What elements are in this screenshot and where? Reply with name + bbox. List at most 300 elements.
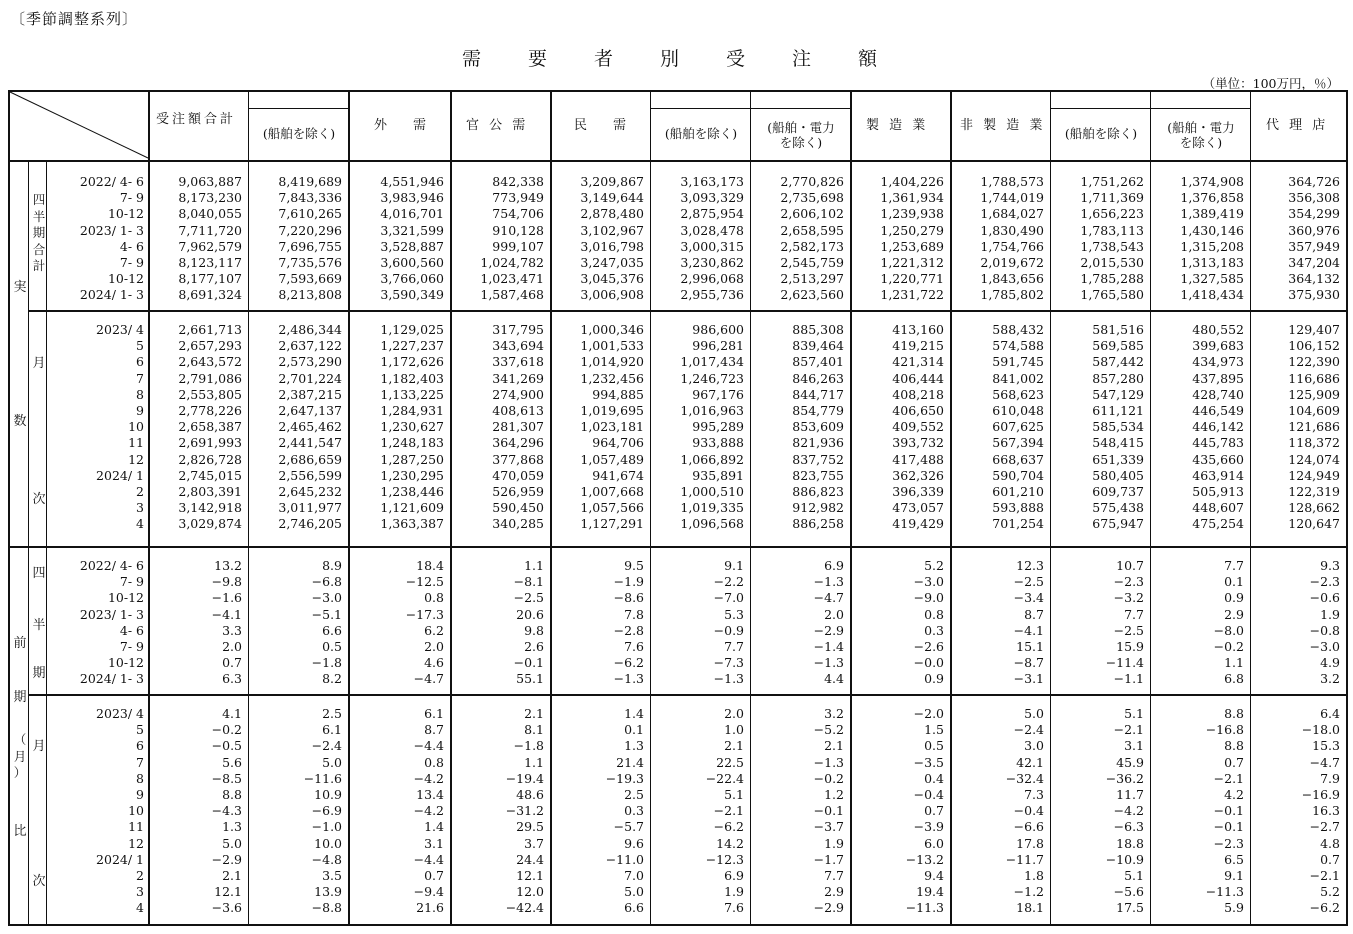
table-cell: 5.0 (624, 884, 644, 900)
table-cell: 5.0 (222, 835, 242, 851)
table-cell: 3,006,908 (580, 287, 644, 303)
table-cell: 1,284,931 (380, 403, 444, 418)
table-cell: −6.6 (1013, 819, 1044, 835)
table-cell: 585,534 (1092, 419, 1144, 435)
table-cell: −3.0 (1309, 639, 1340, 654)
table-cell: 4,551,946 (380, 174, 444, 189)
table-cell: 2,387,215 (278, 386, 342, 402)
label-change-3: （ 月 ） (13, 732, 27, 780)
table-cell: 13.4 (416, 787, 444, 802)
table-cell: 0.1 (1224, 574, 1244, 590)
table-cell: −4.8 (311, 851, 342, 867)
table-cell: 18.1 (1016, 900, 1044, 916)
table-cell: 434,973 (1192, 354, 1244, 370)
table-cell: 17.5 (1116, 900, 1144, 916)
table-cell: 8.9 (322, 558, 342, 573)
table-cell: 118,372 (1288, 435, 1340, 451)
table-cell: −6.9 (311, 803, 342, 819)
table-cell: 6.6 (322, 622, 342, 638)
table-cell: 2,645,232 (278, 484, 342, 499)
table-cell: 0.8 (424, 590, 444, 606)
table-cell: 885,308 (792, 322, 844, 337)
table-cell: −1.3 (813, 754, 844, 770)
table-cell: 5.0 (322, 754, 342, 770)
table-cell: 3,045,376 (580, 271, 644, 287)
table-cell: 9.5 (624, 558, 644, 573)
row-label: 9 (136, 403, 144, 418)
table-cell: 445,783 (1192, 435, 1244, 451)
label-divider (28, 160, 29, 924)
table-cell: 999,107 (492, 238, 544, 254)
table-cell: 1,418,434 (1180, 287, 1244, 303)
table-cell: 1,374,908 (1180, 174, 1244, 189)
table-cell: 609,737 (1092, 484, 1144, 499)
table-cell: 1,738,543 (1080, 238, 1144, 254)
table-cell: 1,711,369 (1080, 190, 1144, 206)
table-cell: 375,930 (1288, 287, 1340, 303)
table-cell: −1.8 (513, 738, 544, 754)
orders-table (8, 90, 1348, 926)
table-cell: −0.1 (513, 655, 544, 671)
table-cell: 1,001,533 (580, 338, 644, 354)
table-cell: 1,587,468 (480, 287, 544, 303)
table-cell: 128,662 (1288, 500, 1340, 516)
table-cell: −12.5 (405, 574, 444, 590)
table-cell: −2.1 (1113, 722, 1144, 738)
table-cell: −2.1 (713, 803, 744, 819)
table-cell: 1.2 (824, 787, 844, 802)
table-cell: 0.7 (1224, 754, 1244, 770)
table-cell: 1.1 (1224, 655, 1244, 671)
table-cell: 3.3 (222, 622, 242, 638)
table-cell: 2.0 (222, 639, 242, 654)
table-cell: 2,955,736 (680, 287, 744, 303)
table-cell: 2.1 (524, 706, 544, 721)
table-cell: 7.8 (624, 606, 644, 622)
table-cell: 0.7 (1320, 851, 1340, 867)
table-cell: 1.9 (1320, 606, 1340, 622)
table-cell: 1.5 (924, 722, 944, 738)
table-cell: 591,745 (992, 354, 1044, 370)
table-cell: 406,650 (892, 403, 944, 418)
table-cell: 5.3 (724, 606, 744, 622)
table-cell: 1,239,938 (880, 206, 944, 222)
table-cell: 7,843,336 (278, 190, 342, 206)
table-cell: 2.9 (1224, 606, 1244, 622)
table-cell: −3.7 (813, 819, 844, 835)
table-cell: 1.4 (424, 819, 444, 835)
table-cell: 912,982 (792, 500, 844, 516)
table-cell: 6.9 (724, 868, 744, 883)
table-cell: 2,735,698 (780, 190, 844, 206)
table-cell: 935,891 (692, 467, 744, 483)
table-cell: 14.2 (716, 835, 744, 851)
label-change-4: 比 (13, 824, 27, 839)
table-cell: 2.5 (322, 706, 342, 721)
row-label: 3 (136, 500, 144, 516)
table-cell: −11.3 (905, 900, 944, 916)
row-label: 6 (136, 354, 144, 370)
table-cell: 2.0 (724, 706, 744, 721)
table-cell: 42.1 (1016, 754, 1044, 770)
table-cell: 8,177,107 (178, 271, 242, 287)
table-cell: −1.9 (613, 574, 644, 590)
table-cell: 2.0 (424, 639, 444, 654)
table-cell: 24.4 (516, 851, 544, 867)
table-cell: −2.5 (1013, 574, 1044, 590)
header-manufacturing: 製 造 業 (866, 118, 929, 133)
table-cell: 8,173,230 (178, 190, 242, 206)
table-cell: 886,258 (792, 516, 844, 532)
table-cell: 448,607 (1192, 500, 1244, 516)
table-cell: 3.2 (824, 706, 844, 721)
table-cell: 1,754,766 (980, 238, 1044, 254)
table-cell: 393,732 (892, 435, 944, 451)
table-cell: 1,238,446 (380, 484, 444, 499)
table-cell: 3,230,862 (680, 255, 744, 270)
table-cell: −1.1 (1113, 671, 1144, 687)
table-cell: 1,127,291 (580, 516, 644, 532)
table-cell: 22.5 (716, 754, 744, 770)
table-cell: −0.6 (1309, 590, 1340, 606)
table-cell: 13.2 (214, 558, 242, 573)
table-cell: 0.5 (322, 639, 342, 654)
table-cell: −4.4 (413, 851, 444, 867)
table-cell: 2,661,713 (178, 322, 242, 337)
table-cell: 2,643,572 (178, 354, 242, 370)
column-divider (1050, 92, 1051, 924)
table-cell: 567,394 (992, 435, 1044, 451)
table-cell: 1.8 (1024, 868, 1044, 883)
table-cell: −2.0 (913, 706, 944, 721)
table-cell: 6.8 (1224, 671, 1244, 687)
table-cell: −2.6 (913, 639, 944, 654)
table-cell: 8,123,117 (178, 255, 242, 270)
table-cell: 1,788,573 (980, 174, 1044, 189)
table-cell: 12.1 (214, 884, 242, 900)
table-cell: 470,059 (492, 467, 544, 483)
row-label: 9 (136, 787, 144, 802)
table-cell: 0.8 (424, 754, 444, 770)
table-cell: 2,686,659 (278, 451, 342, 467)
table-cell: −9.8 (211, 574, 242, 590)
table-cell: 2,657,293 (178, 338, 242, 354)
table-cell: −2.3 (1213, 835, 1244, 851)
header-nonmfg-ex-ship-power: (船舶・電力 を除く) (1167, 120, 1235, 150)
table-cell: 1,376,858 (1180, 190, 1244, 206)
row-label: 2024/ 1 (96, 851, 144, 867)
column-divider (248, 92, 249, 924)
table-cell: 651,339 (1092, 451, 1144, 467)
table-cell: 1,363,387 (380, 516, 444, 532)
table-cell: −5.6 (1113, 884, 1144, 900)
table-cell: 362,326 (892, 467, 944, 483)
header-nonmanufacturing: 非 製 造 業 (960, 118, 1046, 133)
row-label: 10-12 (107, 271, 144, 287)
table-cell: 435,660 (1192, 451, 1244, 467)
table-cell: 1,057,566 (580, 500, 644, 516)
table-cell: 3,016,798 (580, 238, 644, 254)
table-cell: 2.6 (524, 639, 544, 654)
table-cell: 1,023,471 (480, 271, 544, 287)
table-cell: 0.7 (424, 868, 444, 883)
table-cell: 18.4 (416, 558, 444, 573)
table-cell: −3.6 (211, 900, 242, 916)
table-cell: 377,868 (492, 451, 544, 467)
row-label: 2023/ 4 (96, 322, 144, 337)
row-label: 6 (136, 738, 144, 754)
table-cell: 1,389,419 (1180, 206, 1244, 222)
table-cell: 1.9 (724, 884, 744, 900)
table-cell: 5.1 (1124, 706, 1144, 721)
table-cell: 6.1 (424, 706, 444, 721)
table-cell: 3,163,173 (680, 174, 744, 189)
table-cell: 7.7 (1224, 558, 1244, 573)
table-cell: 8.1 (524, 722, 544, 738)
table-cell: 2,878,480 (580, 206, 644, 222)
label-quarter-b-3: 期 (32, 666, 46, 681)
table-cell: −16.8 (1205, 722, 1244, 738)
table-cell: −8.5 (211, 770, 242, 786)
table-cell: 587,442 (1092, 354, 1144, 370)
table-cell: 480,552 (1192, 322, 1244, 337)
table-cell: 2.1 (824, 738, 844, 754)
table-cell: 274,900 (492, 386, 544, 402)
table-cell: 2,778,226 (178, 403, 242, 418)
table-cell: 593,888 (992, 500, 1044, 516)
table-cell: 337,618 (492, 354, 544, 370)
table-cell: 854,779 (792, 403, 844, 418)
table-cell: 2,791,086 (178, 370, 242, 386)
table-cell: 1,129,025 (380, 322, 444, 337)
column-divider (1250, 92, 1251, 924)
row-label: 10-12 (107, 590, 144, 606)
table-cell: −1.3 (813, 574, 844, 590)
table-cell: −3.2 (1113, 590, 1144, 606)
table-cell: 1,221,312 (880, 255, 944, 270)
table-cell: 6.5 (1224, 851, 1244, 867)
table-cell: 1,361,934 (880, 190, 944, 206)
section-divider (10, 546, 1346, 548)
table-cell: −0.2 (813, 770, 844, 786)
table-cell: 12.1 (516, 868, 544, 883)
table-cell: 8.8 (1224, 738, 1244, 754)
table-cell: −19.3 (605, 770, 644, 786)
table-cell: 281,307 (492, 419, 544, 435)
table-cell: 7.0 (624, 868, 644, 883)
label-actual-2: 数 (13, 414, 27, 429)
table-cell: −6.2 (713, 819, 744, 835)
table-cell: 116,686 (1288, 370, 1340, 386)
label-change-1: 前 (13, 636, 27, 651)
table-cell: 588,432 (992, 322, 1044, 337)
table-cell: −0.9 (713, 622, 744, 638)
table-cell: 12.3 (1016, 558, 1044, 573)
table-cell: 408,613 (492, 403, 544, 418)
table-cell: 4.8 (1320, 835, 1340, 851)
table-cell: 3,247,035 (580, 255, 644, 270)
table-cell: 3,321,599 (380, 222, 444, 238)
table-cell: 1,172,626 (380, 354, 444, 370)
header-total-ex-ship: (船舶を除く) (262, 126, 336, 141)
table-cell: 2,658,595 (780, 222, 844, 238)
table-cell: 1,230,627 (380, 419, 444, 435)
table-cell: 413,160 (892, 322, 944, 337)
table-cell: −4.1 (211, 606, 242, 622)
table-cell: 5.1 (724, 787, 744, 802)
table-cell: −4.7 (813, 590, 844, 606)
table-cell: 2,553,805 (178, 386, 242, 402)
table-cell: 1,227,237 (380, 338, 444, 354)
table-cell: 1,313,183 (1180, 255, 1244, 270)
row-label: 8 (136, 386, 144, 402)
table-cell: 821,936 (792, 435, 844, 451)
table-cell: 9.8 (524, 622, 544, 638)
table-cell: 1,253,689 (880, 238, 944, 254)
table-cell: 844,717 (792, 386, 844, 402)
table-cell: 124,074 (1288, 451, 1340, 467)
table-cell: 2,745,015 (178, 467, 242, 483)
table-cell: −3.9 (913, 819, 944, 835)
table-cell: 9.6 (624, 835, 644, 851)
table-cell: −8.6 (613, 590, 644, 606)
table-cell: 6.9 (824, 558, 844, 573)
table-cell: 7.7 (1124, 606, 1144, 622)
table-cell: 421,314 (892, 354, 944, 370)
table-cell: 8.7 (424, 722, 444, 738)
table-cell: 2,803,391 (178, 484, 242, 499)
table-cell: 15.9 (1116, 639, 1144, 654)
table-cell: 1,830,490 (980, 222, 1044, 238)
table-cell: −2.3 (1113, 574, 1144, 590)
table-cell: −0.8 (1309, 622, 1340, 638)
table-cell: 1,785,802 (980, 287, 1044, 303)
table-cell: 360,976 (1288, 222, 1340, 238)
table-cell: 6.4 (1320, 706, 1340, 721)
table-cell: 0.5 (924, 738, 944, 754)
table-cell: 1,000,346 (580, 322, 644, 337)
table-cell: 2,441,547 (278, 435, 342, 451)
table-cell: 7,220,296 (278, 222, 342, 238)
table-cell: 2,465,462 (278, 419, 342, 435)
header-diagonal (10, 92, 150, 162)
table-cell: −19.4 (505, 770, 544, 786)
table-cell: 1,231,722 (880, 287, 944, 303)
table-cell: 0.1 (624, 722, 644, 738)
table-cell: 581,516 (1092, 322, 1144, 337)
table-cell: −11.0 (605, 851, 644, 867)
table-cell: 122,319 (1288, 484, 1340, 499)
table-cell: 2,573,290 (278, 354, 342, 370)
table-cell: 0.3 (924, 622, 944, 638)
table-cell: 408,218 (892, 386, 944, 402)
table-cell: −22.4 (705, 770, 744, 786)
table-cell: 1,182,403 (380, 370, 444, 386)
table-cell: 475,254 (1192, 516, 1244, 532)
table-cell: −0.5 (211, 738, 242, 754)
table-cell: −1.3 (813, 655, 844, 671)
table-cell: 995,289 (692, 419, 744, 435)
table-cell: −3.5 (913, 754, 944, 770)
table-cell: 3.7 (524, 835, 544, 851)
table-cell: 437,895 (1192, 370, 1244, 386)
header-total: 受注額合計 (156, 112, 237, 127)
table-cell: −8.8 (311, 900, 342, 916)
table-cell: −11.4 (1105, 655, 1144, 671)
table-cell: 1,287,250 (380, 451, 444, 467)
row-label: 7- 9 (119, 255, 144, 270)
table-cell: 409,552 (892, 419, 944, 435)
table-cell: −4.7 (1309, 754, 1340, 770)
table-cell: 12.0 (516, 884, 544, 900)
table-cell: 4.9 (1320, 655, 1340, 671)
row-label: 10-12 (107, 655, 144, 671)
table-cell: −0.1 (1213, 819, 1244, 835)
table-cell: 124,949 (1288, 467, 1340, 483)
table-cell: −2.1 (1213, 770, 1244, 786)
row-label: 7- 9 (119, 639, 144, 654)
table-cell: 3,149,644 (580, 190, 644, 206)
table-cell: 1.3 (222, 819, 242, 835)
row-label: 3 (136, 884, 144, 900)
row-label: 2022/ 4- 6 (79, 558, 144, 573)
header-sub-line (248, 108, 348, 109)
row-label: 7- 9 (119, 190, 144, 206)
table-cell: 1,016,963 (680, 403, 744, 418)
table-cell: 357,949 (1288, 238, 1340, 254)
label-actual-1: 実 (13, 280, 27, 295)
table-cell: 120,647 (1288, 516, 1340, 532)
table-cell: −5.7 (613, 819, 644, 835)
table-cell: 7.6 (724, 900, 744, 916)
table-cell: 964,706 (592, 435, 644, 451)
table-cell: 1,248,183 (380, 435, 444, 451)
table-cell: 3,590,349 (380, 287, 444, 303)
table-cell: −12.3 (705, 851, 744, 867)
table-cell: −2.5 (513, 590, 544, 606)
label-monthly-b-2: 次 (32, 874, 46, 889)
table-cell: −2.1 (1309, 868, 1340, 883)
table-cell: 399,683 (1192, 338, 1244, 354)
table-cell: 1,057,489 (580, 451, 644, 467)
table-cell: 364,132 (1288, 271, 1340, 287)
table-cell: 5.2 (1320, 884, 1340, 900)
table-cell: −3.4 (1013, 590, 1044, 606)
table-cell: 6.3 (222, 671, 242, 687)
table-cell: 548,415 (1092, 435, 1144, 451)
table-cell: −11.7 (1005, 851, 1044, 867)
row-label: 4 (136, 516, 144, 532)
table-cell: 340,285 (492, 516, 544, 532)
table-cell: 3.0 (1024, 738, 1044, 754)
table-cell: 3,766,060 (380, 271, 444, 287)
table-cell: 505,913 (1192, 484, 1244, 499)
table-cell: 125,909 (1288, 386, 1340, 402)
table-cell: −7.3 (713, 655, 744, 671)
table-cell: −0.4 (1013, 803, 1044, 819)
table-cell: −2.7 (1309, 819, 1340, 835)
table-cell: 406,444 (892, 370, 944, 386)
table-cell: −4.3 (211, 803, 242, 819)
table-cell: 356,308 (1288, 190, 1340, 206)
table-cell: 419,215 (892, 338, 944, 354)
table-cell: 1,000,510 (680, 484, 744, 499)
table-cell: 7.6 (624, 639, 644, 654)
row-label: 10 (128, 803, 144, 819)
table-cell: −2.3 (1309, 574, 1340, 590)
table-cell: 21.6 (416, 900, 444, 916)
table-cell: 846,263 (792, 370, 844, 386)
